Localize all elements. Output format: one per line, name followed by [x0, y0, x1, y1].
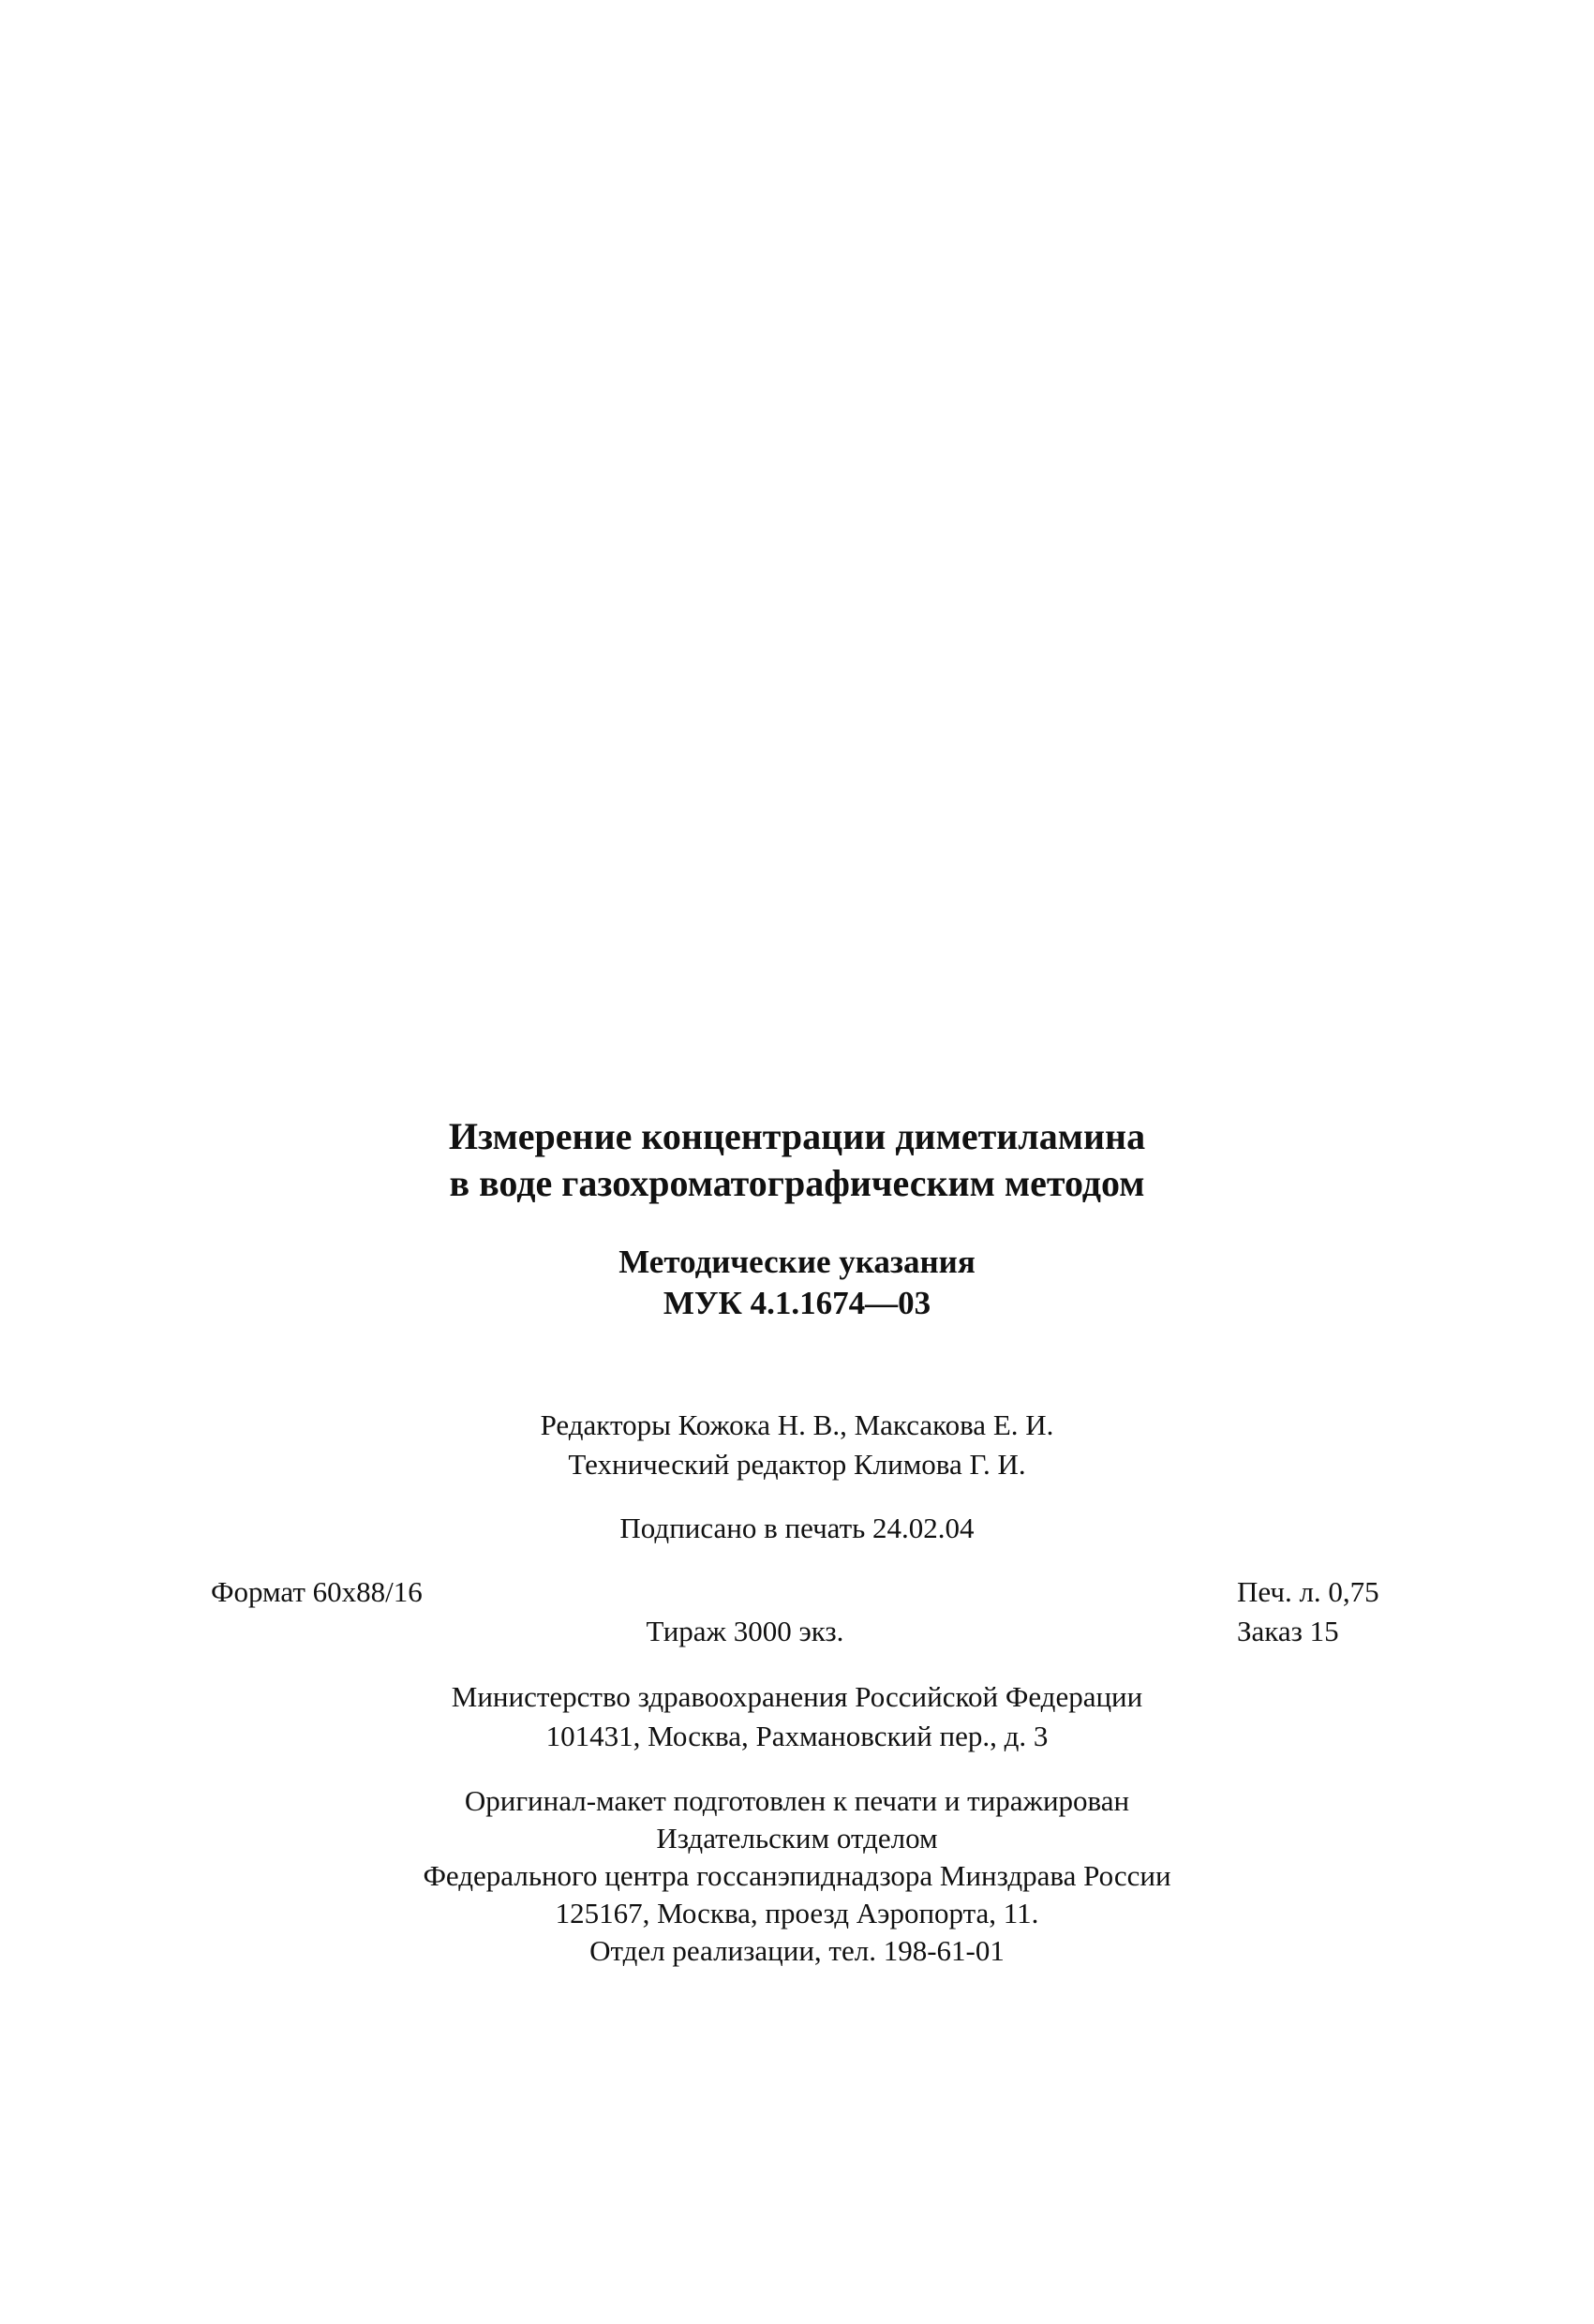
title-line: в воде газохроматографическим методом	[449, 1162, 1145, 1204]
signed-to-print	[0, 1509, 1594, 1548]
signed-date: Подписано в печать 24.02.04	[619, 1512, 975, 1544]
editors-line: Редакторы Кожока Н. В., Максакова Е. И.	[540, 1408, 1054, 1441]
publisher-line: Издательским отделом	[656, 1822, 938, 1855]
sales-department: Отдел реализации, тел. 198-61-01	[589, 1934, 1005, 1967]
ministry-street: 101431, Москва, Рахмановский пер., д. 3	[545, 1720, 1049, 1752]
print-specs	[0, 1572, 1594, 1657]
editors-credits	[0, 1406, 1594, 1484]
subtitle-line: Методические указания	[618, 1244, 976, 1280]
ministry-name: Министерство здравоохранения Российской Федерации	[451, 1680, 1143, 1713]
document-title	[0, 1113, 1594, 1207]
publisher-info	[0, 1782, 1594, 1970]
circulation-spec: Тираж 3000 экз.	[646, 1615, 844, 1647]
technical-editor-line: Технический редактор Климова Г. И.	[568, 1448, 1026, 1481]
document-code: МУК 4.1.1674—03	[663, 1285, 931, 1321]
document-subtitle	[0, 1242, 1594, 1324]
publisher-line: Оригинал-макет подготовлен к печати и тиражирован	[464, 1784, 1130, 1817]
printed-sheets-spec: Печ. л. 0,75	[1237, 1575, 1379, 1608]
title-line: Измерение концентрации диметиламина	[448, 1115, 1146, 1157]
ministry-address	[0, 1677, 1594, 1756]
publisher-line: Федерального центра госсанэпиднадзора Минздрава России	[423, 1859, 1171, 1892]
publisher-address: 125167, Москва, проезд Аэропорта, 11.	[555, 1897, 1039, 1929]
format-spec: Формат 60x88/16	[211, 1575, 423, 1608]
order-spec: Заказ 15	[1237, 1615, 1339, 1647]
